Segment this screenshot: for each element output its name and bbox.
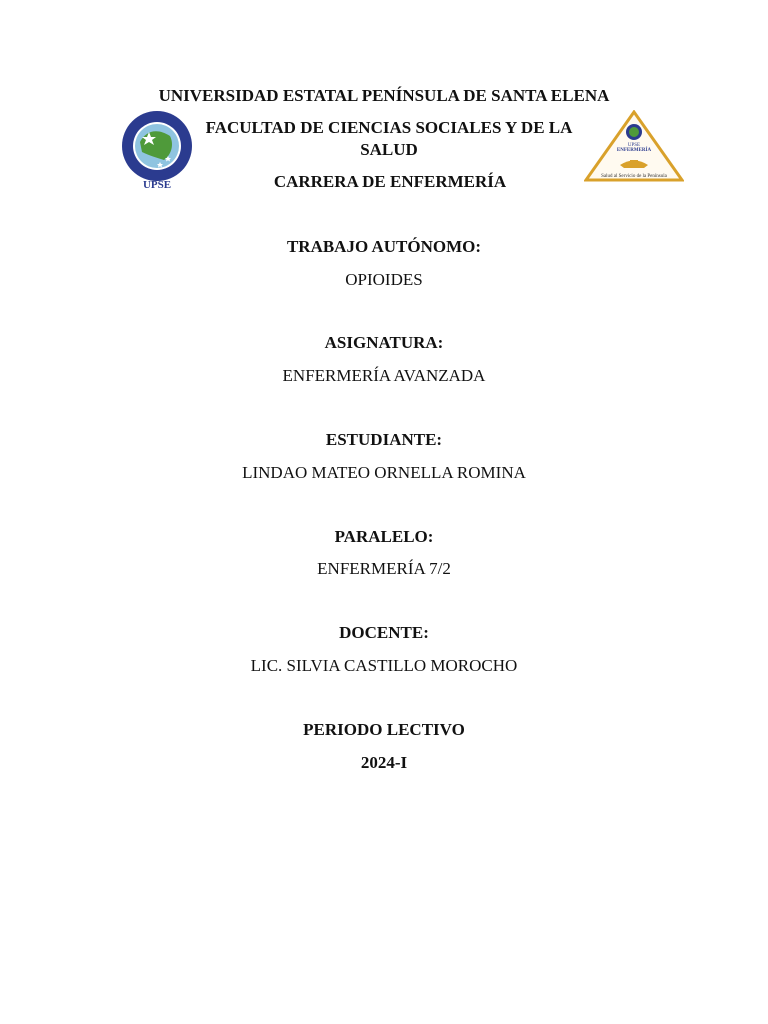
section-value-docente: LIC. SILVIA CASTILLO MOROCHO bbox=[250, 656, 518, 675]
section-value-asignatura: ENFERMERÍA AVANZADA bbox=[282, 366, 486, 385]
section-value-periodo: 2024-I bbox=[360, 753, 408, 772]
career-name: CARRERA DE ENFERMERÍA bbox=[273, 172, 507, 191]
university-name: UNIVERSIDAD ESTATAL PENÍNSULA DE SANTA ELENA bbox=[158, 86, 610, 105]
section-heading-docente: DOCENTE: bbox=[339, 623, 429, 642]
section-value-paralelo: ENFERMERÍA 7/2 bbox=[317, 559, 451, 578]
enfermeria-logo-motto: Salud al Servicio de la Península bbox=[601, 174, 667, 179]
section-heading-estudiante: ESTUDIANTE: bbox=[325, 430, 443, 449]
enfermeria-logo-label-1: UPSE bbox=[627, 143, 641, 148]
faculty-name: FACULTAD DE CIENCIAS SOCIALES Y DE LA SALUD bbox=[205, 118, 573, 159]
section-value-trabajo: OPIOIDES bbox=[345, 270, 423, 289]
section-heading-periodo: PERIODO LECTIVO bbox=[303, 720, 465, 739]
enfermeria-logo-label-2: ENFERMERÍA bbox=[616, 148, 652, 153]
section-heading-paralelo: PARALELO: bbox=[334, 527, 434, 546]
upse-acronym-text: UPSE bbox=[142, 179, 172, 190]
section-value-estudiante: LINDAO MATEO ORNELLA ROMINA bbox=[242, 463, 526, 482]
section-heading-trabajo: TRABAJO AUTÓNOMO: bbox=[286, 237, 482, 256]
section-heading-asignatura: ASIGNATURA: bbox=[324, 333, 444, 352]
